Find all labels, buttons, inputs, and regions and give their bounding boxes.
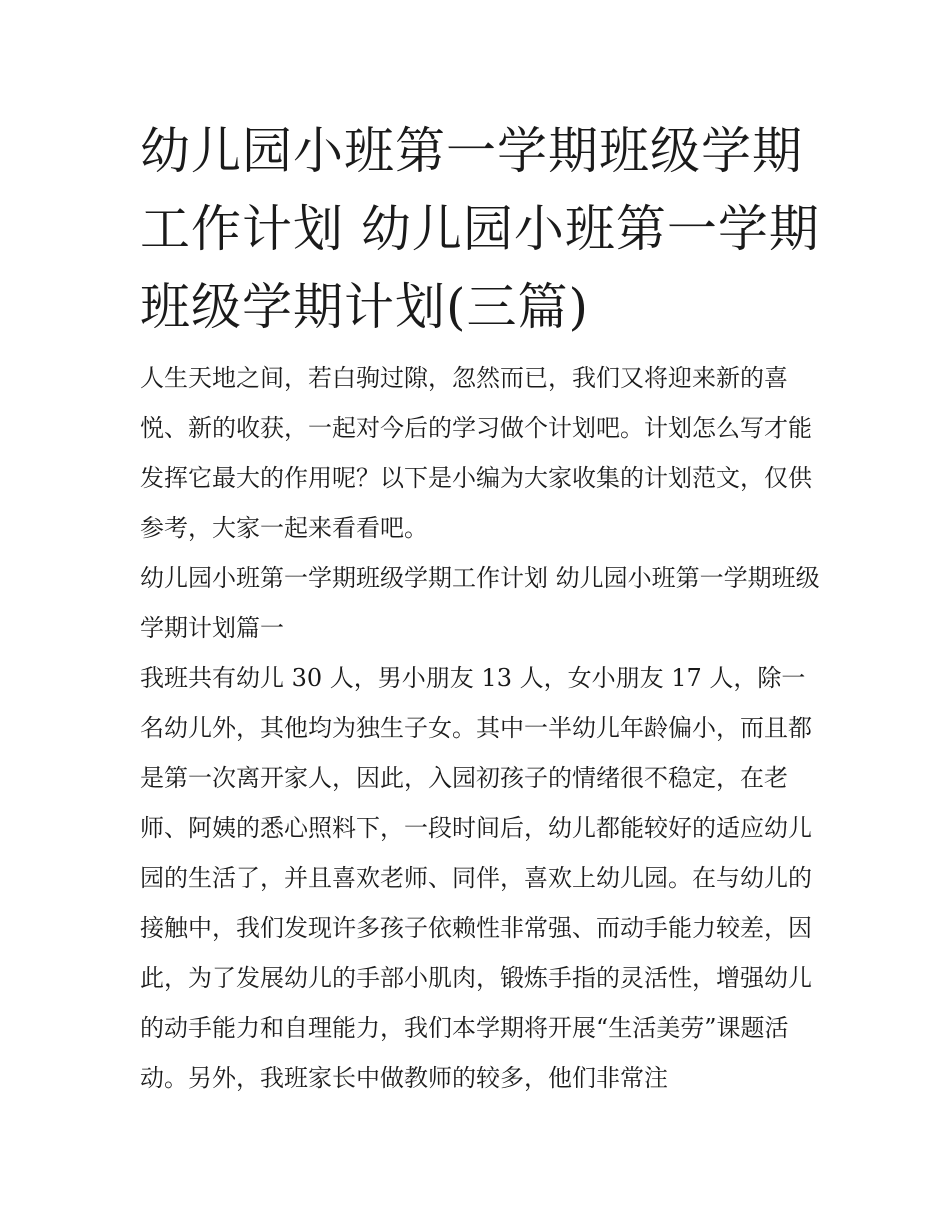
body-paragraph: 我班共有幼儿 30 人，男小朋友 13 人，女小朋友 17 人，除一名幼儿外，其他均为独生子女。其中一半幼儿年龄偏小，而且都是第一次离开家人，因此，入园初孩子的情绪很不稳定，在老师、阿姨的悉心照料下，一段时间后，幼儿都能较好的适应幼儿园的生活了，并且喜欢老师、同伴，喜欢上幼儿园。在与幼儿的接触中，我们发现许多孩子依赖性非常强、而动手能力较差，因此，为了发展幼儿的手部小肌肉，锻炼手指的灵活性，增强幼儿的动手能力和自理能力，我们本学期将开展“生活美劳”课题活动。另外，我班家长中做教师的较多，他们非常注 <box>140 664 812 1092</box>
section-heading: 幼儿园小班第一学期班级学期工作计划 幼儿园小班第一学期班级学期计划篇一 <box>140 564 820 642</box>
document-content <box>140 353 820 1103</box>
intro-paragraph: 人生天地之间，若白驹过隙，忽然而已，我们又将迎来新的喜悦、新的收获，一起对今后的学习做个计划吧。计划怎么写才能发挥它最大的作用呢？以下是小编为大家收集的计划范文，仅供参考，大家一起来看看吧。 <box>140 364 812 542</box>
document-title: 幼儿园小班第一学期班级学期工作计划 幼儿园小班第一学期班级学期计划(三篇) <box>140 122 820 336</box>
